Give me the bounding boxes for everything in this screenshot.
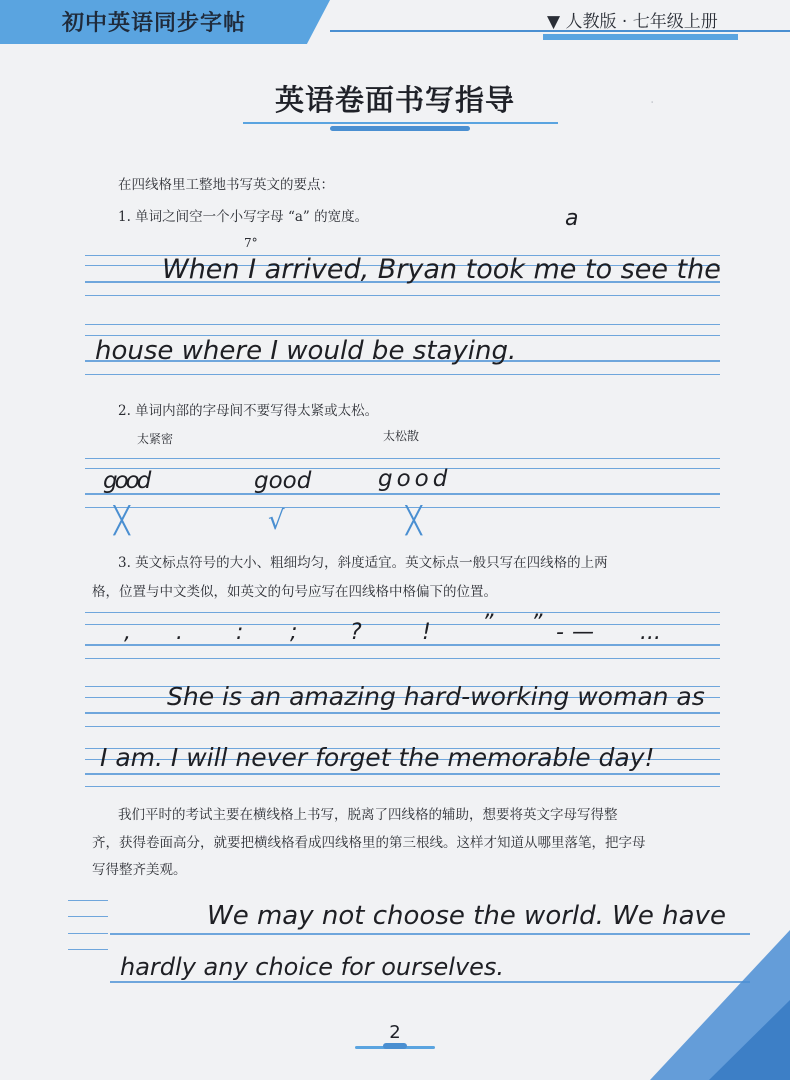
section3-heading-line2: 格，位置与中文类似，如英文的句号应写在四线格中格偏下的位置。 [92, 584, 497, 600]
bleed-through-decoration: · [650, 95, 655, 111]
punct-colon: : [236, 620, 244, 645]
example-line-1: When I arrived, Bryan took me to see the [162, 254, 721, 285]
label-too-loose: 太松散 [383, 429, 420, 443]
rule-line [110, 933, 750, 935]
grid-stub [68, 949, 108, 950]
slant-angle-label: 7° [244, 236, 258, 250]
section4-para-line1: 我们平时的考试主要在横线格上书写，脱离了四线格的辅助，想要将英文字母写得整 [118, 807, 618, 823]
grid-line [85, 507, 720, 508]
intro-text: 在四线格里工整地书写英文的要点： [118, 177, 334, 193]
page-number: 2 [389, 1022, 401, 1043]
punct-hyphen: - [556, 620, 564, 645]
rule-line [110, 981, 750, 983]
punct-semicolon: ; [290, 620, 298, 645]
punct-dash: — [572, 620, 594, 645]
grid-stub [68, 933, 108, 934]
section2-heading: 2. 单词内部的字母间不要写得太紧或太松。 [118, 403, 379, 419]
punct-ellipsis: ... [640, 620, 661, 645]
section3-heading-line1: 3. 英文标点符号的大小、粗细均匀，斜度适宜。英文标点一般只写在四线格的上两 [118, 555, 608, 571]
title-underline-accent [330, 126, 470, 131]
section1-heading: 1. 单词之间空一个小写字母 “a” 的宽度。 [118, 209, 369, 225]
grid-line [85, 612, 720, 613]
section4-para-line2: 齐，获得卷面高分，就要把横线格看成四线格里的第三根线。这样才知道从哪里落笔，把字母 [92, 835, 646, 851]
grid-line [85, 786, 720, 787]
grid-stub [68, 916, 108, 917]
grid-line [85, 458, 720, 459]
section4-para-line3: 写得整齐美观。 [92, 862, 187, 878]
punct-period: . [176, 620, 183, 645]
grid-line [85, 324, 720, 325]
punct-exclamation: ! [422, 620, 431, 645]
grid-stub [68, 900, 108, 901]
page-number-accent [383, 1043, 407, 1049]
book-title: 初中英语同步字帖 [62, 11, 247, 36]
header-accent-bar [543, 34, 738, 40]
example-line-5: We may not choose the world. We have [207, 901, 726, 931]
punct-question: ? [350, 620, 362, 645]
title-underline [243, 122, 558, 124]
edition-label: ▼ 人教版 · 七年级上册 [547, 12, 718, 32]
word-correct: good [254, 468, 312, 494]
grid-line [85, 295, 720, 296]
grid-line [85, 658, 720, 659]
page-title: 英语卷面书写指导 [274, 83, 515, 117]
word-too-tight: good [103, 468, 149, 494]
wrong-mark: ╳ [406, 506, 422, 536]
grid-baseline [85, 773, 720, 775]
example-line-6: hardly any choice for ourselves. [120, 953, 505, 981]
punct-quote-close: ” [531, 611, 543, 636]
word-too-loose: good [378, 466, 452, 492]
example-line-2: house where I would be staying. [95, 336, 517, 366]
width-mark-a: a [565, 206, 579, 231]
punct-quote-open: ” [482, 611, 494, 636]
grid-line [85, 726, 720, 727]
correct-mark: √ [268, 506, 285, 536]
punct-comma: , [124, 620, 131, 645]
grid-baseline [85, 493, 720, 495]
wrong-mark: ╳ [114, 506, 130, 536]
grid-line [85, 374, 720, 375]
example-line-4: I am. I will never forget the memorable day! [100, 743, 655, 772]
grid-baseline [85, 712, 720, 714]
example-line-3: She is an amazing hard-working woman as [167, 682, 705, 711]
label-too-tight: 太紧密 [137, 432, 174, 446]
